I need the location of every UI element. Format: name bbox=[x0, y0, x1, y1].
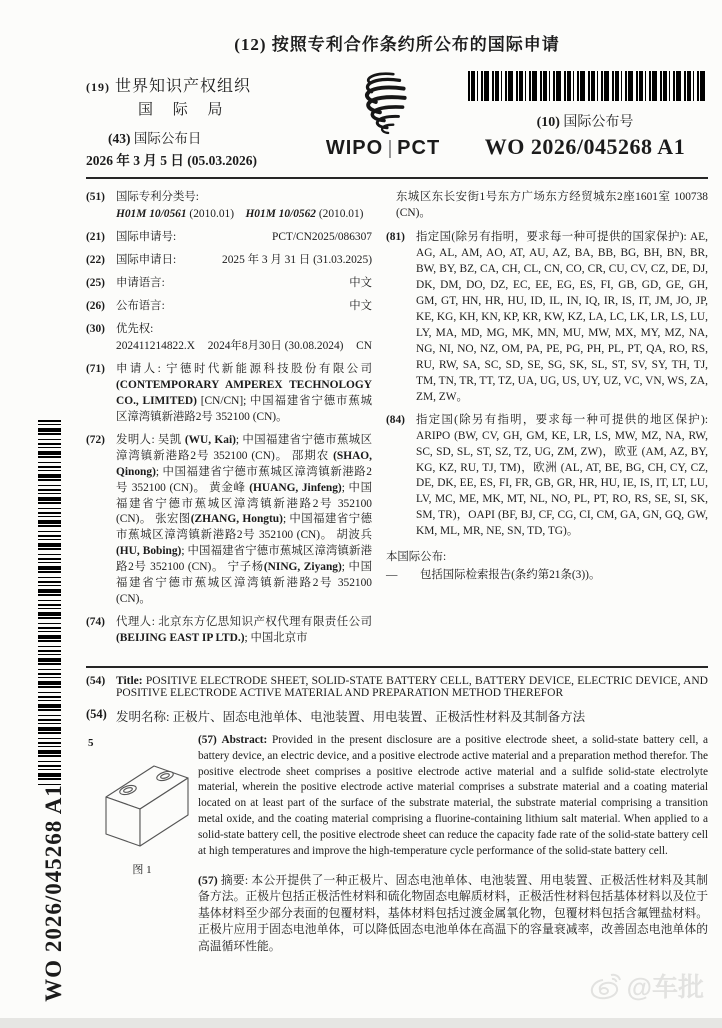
field-number: (74) bbox=[86, 616, 105, 629]
field-number-19: (19) bbox=[86, 80, 110, 94]
field-ipc bbox=[86, 190, 372, 223]
application-number-label: 国际申请号: bbox=[116, 230, 177, 243]
priority-date: 2024年8月30日 (30.08.2024) bbox=[207, 339, 344, 352]
abstract-chinese bbox=[198, 872, 708, 955]
title-chinese: 发明名称: 正极片、固态电池单体、电池装置、用电装置、正极活性材料及其制备方法 bbox=[116, 710, 586, 724]
field-number: (26) bbox=[86, 299, 105, 312]
battery-cell-figure bbox=[92, 749, 192, 857]
ipc-label: 国际专利分类号: bbox=[116, 191, 199, 203]
field-body bbox=[116, 190, 372, 223]
filing-date-label: 国际申请日: bbox=[116, 253, 177, 266]
field-number-43: (43) bbox=[108, 131, 131, 146]
publication-note bbox=[386, 550, 708, 584]
pub-date-value: 2026 年 3 月 5 日 (05.03.2026) bbox=[86, 153, 257, 168]
priority-row bbox=[116, 339, 372, 355]
field-number: (72) bbox=[86, 433, 105, 446]
org-bureau: 国 际 局 bbox=[138, 102, 231, 118]
abstract-english-text: Abstract: Provided in the present disclosure are a positive electrode sheet, a solid-state battery cell, a battery device, an electric device, and a positive electrode active material and a preparation method therefor. The positive electrode sheet comprises a positive electrode active material and a sulfide solid-state electrolyte material, wherein the positive electrode active material comprises a substrate material and a coating material located on at least part of the surface of the substrate material, the substrate material comprising a transition metal oxide, and the coating material comprising a fluorine-containing lithium salt material. When applied to a solid-state battery cell, the positive electrode sheet can reduce the capacity fade rate of the solid-state battery cell at high temperatures and improve the high-temperature cycle performance of the solid-state battery cell. bbox=[198, 734, 709, 857]
field-number: (71) bbox=[86, 362, 105, 375]
title-divider bbox=[86, 666, 708, 668]
document-type-line: (12) 按照专利合作条约所公布的国际申请 bbox=[234, 35, 560, 54]
figure-block bbox=[86, 733, 198, 954]
regional-protection-text: 指定国(除另有指明，要求每一种可提供的地区保护): ARIPO (BW, CV, GH, GM, KE, LR, LS, MW, MZ, NA, RW, SC, SD, SL, ST, SZ, TZ, UG, ZM, ZW)，欧亚 (AM, AZ, BY, KG, KZ, RU, TJ, TM)，欧洲 (AL, AT, BE, BG, CH, CY, CZ, DE, DK, EE, ES, FI, FR, GB, GR, HR, HU, IE, IS, IT, LT, LU, LV, MC, ME, MK, MT, NL, NO, PL, PT, RO, RS, SE, SI, SK, SM, TR)，OAPI (BF, BJ, CF, CG, CI, CM, GA, GN, GQ, GW, KM, ML, MR, NE, SN, TD, TG)。 bbox=[416, 413, 708, 538]
watermark bbox=[589, 967, 704, 1004]
field-number: (57) bbox=[198, 872, 218, 887]
page-content bbox=[86, 0, 708, 954]
field-agent bbox=[86, 615, 372, 647]
org-name: 世界知识产权组织 bbox=[115, 78, 252, 95]
priority-country: CN bbox=[356, 339, 372, 352]
field-body bbox=[116, 322, 372, 355]
field-filing-date bbox=[86, 253, 372, 269]
header-divider bbox=[86, 177, 708, 179]
field-filing-language bbox=[86, 276, 372, 292]
pub-number-label: 国际公布号 bbox=[563, 115, 634, 130]
abstract-chinese-text: 摘要: 本公开提供了一种正极片、固态电池单体、电池装置、用电装置、正极活性材料及其制备方法。正极片包括正极活性材料和硫化物固态电解质材料，正极活性材料包括基体材料以及位于基体材料至少部分表面的包覆材料，基体材料包括过渡金属氧化物，包覆材料包括含氟锂盐材料。正极片应用于固态电池单体，可以降低固态电池单体在高温下的容量衰减率，改善固态电池单体的高温循环性能。 bbox=[198, 872, 709, 953]
field-body bbox=[116, 276, 372, 292]
title-section bbox=[86, 675, 708, 725]
bibliographic-columns bbox=[86, 190, 708, 658]
figure-caption: 图 1 bbox=[132, 864, 152, 876]
priority-label: 优先权: bbox=[116, 322, 154, 335]
page-bottom-edge bbox=[0, 1018, 722, 1028]
field-number: (51) bbox=[86, 191, 105, 203]
dash-bullet: — bbox=[386, 569, 398, 582]
filing-date-value: 2025 年 3 月 31 日 (31.03.2025) bbox=[222, 253, 372, 266]
pub-date-label-line bbox=[108, 127, 304, 147]
pub-date-label: 国际公布日 bbox=[133, 131, 202, 146]
field-applicant bbox=[86, 362, 372, 426]
field-number: (22) bbox=[86, 253, 105, 266]
wipo-label: WIPO bbox=[325, 137, 384, 159]
top-barcode bbox=[468, 71, 706, 101]
org-name-line bbox=[86, 73, 304, 96]
publication-language-value: 中文 bbox=[349, 299, 372, 312]
title-english: Title: POSITIVE ELECTRODE SHEET, SOLID-STATE BATTERY CELL, BATTERY DEVICE, ELECTRIC DEVICE, AND POSITIVE ELECTRODE ACTIVE MATERIAL AND PREPARATION METHOD THEREFOR bbox=[116, 675, 708, 699]
pct-label: PCT bbox=[397, 137, 441, 159]
field-body bbox=[116, 230, 372, 246]
field-number: (54) bbox=[86, 707, 107, 721]
abstract-texts bbox=[198, 733, 708, 954]
issuing-org-block bbox=[86, 67, 304, 169]
field-number: (57) bbox=[198, 734, 217, 746]
publication-language-label: 公布语言: bbox=[116, 299, 165, 312]
field-number: (84) bbox=[386, 413, 405, 426]
publication-note-item bbox=[386, 568, 708, 584]
wordmark-separator bbox=[389, 140, 391, 158]
field-number: (54) bbox=[86, 675, 106, 687]
field-number: (30) bbox=[86, 322, 105, 335]
inventors-text: 发明人: 吴凯 (WU, Kai); 中国福建省宁德市蕉城区漳湾镇新港路2号 352100 (CN)。 邵期农 (SHAO, Qinong); 中国福建省宁德市蕉城区漳湾镇新港路2号 352100 (CN)。 黄金峰 (HUANG, Jinfeng); 中国福建省宁德市蕉城区漳湾镇新港路2号 352100 (CN)。 张宏图(ZHANG, Hongtu); 中国福建省宁德市蕉城区漳湾镇新港路2号 352100 (CN)。 胡波兵(HU, Bobing); 中国福建省宁德市蕉城区漳湾镇新港路2号 352100 (CN)。 宁子杨(NING, Ziyang); 中国福建省宁德市蕉城区漳湾镇新港路2号 352100 (CN)。 bbox=[116, 433, 373, 606]
applicant-text: 申请人: 宁德时代新能源科技股份有限公司 (CONTEMPORARY AMPEREX TECHNOLOGY CO., LIMITED) [CN/CN]; 中国福建省宁德市蕉城区漳湾镇新港路2号 352100 (CN)。 bbox=[116, 362, 373, 423]
abstract-english bbox=[198, 733, 708, 860]
side-barcode bbox=[38, 420, 61, 788]
field-number: (81) bbox=[386, 230, 405, 243]
field-body bbox=[116, 299, 372, 315]
filing-language-value: 中文 bbox=[349, 276, 372, 289]
title-chinese-row bbox=[86, 707, 708, 725]
watermark-text: @车批 bbox=[626, 972, 704, 1002]
ipc-codes: H01M 10/0561 (2010.01) H01M 10/0562 (2010.01) bbox=[116, 207, 364, 220]
agent-text: 代理人: 北京东方亿思知识产权代理有限责任公司 (BEIJING EAST IP LTD.); 中国北京市 bbox=[116, 616, 372, 645]
application-number-value: PCT/CN2025/086307 bbox=[272, 230, 372, 243]
priority-number: 202411214822.X bbox=[116, 339, 195, 352]
field-designated-states bbox=[386, 230, 708, 406]
title-english-row bbox=[86, 675, 708, 699]
publication-number-block bbox=[462, 67, 708, 160]
field-number: (21) bbox=[86, 230, 105, 243]
figure-reference-numeral: 5 bbox=[88, 737, 94, 749]
wipo-logo-block bbox=[304, 67, 462, 160]
header-row bbox=[86, 67, 708, 169]
pub-number-label-line bbox=[462, 111, 708, 131]
agent-address-continuation: 东城区东长安街1号东方广场东方经贸城东2座1601室 100738 (CN)。 bbox=[396, 191, 708, 219]
field-inventors bbox=[86, 433, 372, 609]
left-column bbox=[86, 190, 372, 658]
vertical-publication-number: WO 2026/045268 A1 bbox=[41, 784, 66, 1002]
field-body bbox=[116, 253, 372, 269]
publication-number: WO 2026/045268 A1 bbox=[484, 134, 686, 159]
field-publication-language bbox=[86, 299, 372, 315]
field-priority bbox=[86, 322, 372, 355]
wipo-pct-wordmark bbox=[304, 137, 462, 160]
weibo-icon bbox=[589, 971, 623, 1001]
field-regional-protection bbox=[386, 413, 708, 541]
abstract-section bbox=[86, 733, 708, 954]
wipo-swirl-icon bbox=[352, 69, 414, 135]
publication-note-title: 本国际公布: bbox=[386, 551, 447, 564]
field-number-10: (10) bbox=[536, 115, 560, 130]
field-application-number bbox=[86, 230, 372, 246]
publication-note-text: 包括国际检索报告(条约第21条(3))。 bbox=[420, 569, 601, 582]
designated-states-text: 指定国(除另有指明，要求每一种可提供的国家保护): AE, AG, AL, AM, AO, AT, AU, AZ, BA, BB, BG, BH, BN, BR, BW, BY, BZ, CA, CH, CL, CN, CO, CR, CU, CV, CZ, DE, DJ, DK, DM, DO, DZ, EC, EE, EG, ES, FI, GB, GD, GE, GH, GM, GT, HN, HR, HU, ID, IL, IN, IQ, IR, IS, IT, JM, JO, JP, KE, KG, KH, KN, KP, KR, KW, KZ, LA, LC, LK, LR, LS, LU, LY, MA, MD, MG, MK, MN, MU, MW, MX, MY, MZ, NA, NG, NI, NO, NZ, OM, PA, PE, PG, PH, PL, PT, QA, RO, RS, RU, RW, SA, SC, SD, SE, SG, SK, SL, ST, SV, SY, TH, TJ, TM, TN, TR, TT, TZ, UA, UG, US, UY, UZ, VC, VN, WS, ZA, ZM, ZW。 bbox=[416, 230, 708, 403]
right-column bbox=[386, 190, 708, 658]
field-number: (25) bbox=[86, 276, 105, 289]
filing-language-label: 申请语言: bbox=[116, 276, 165, 289]
